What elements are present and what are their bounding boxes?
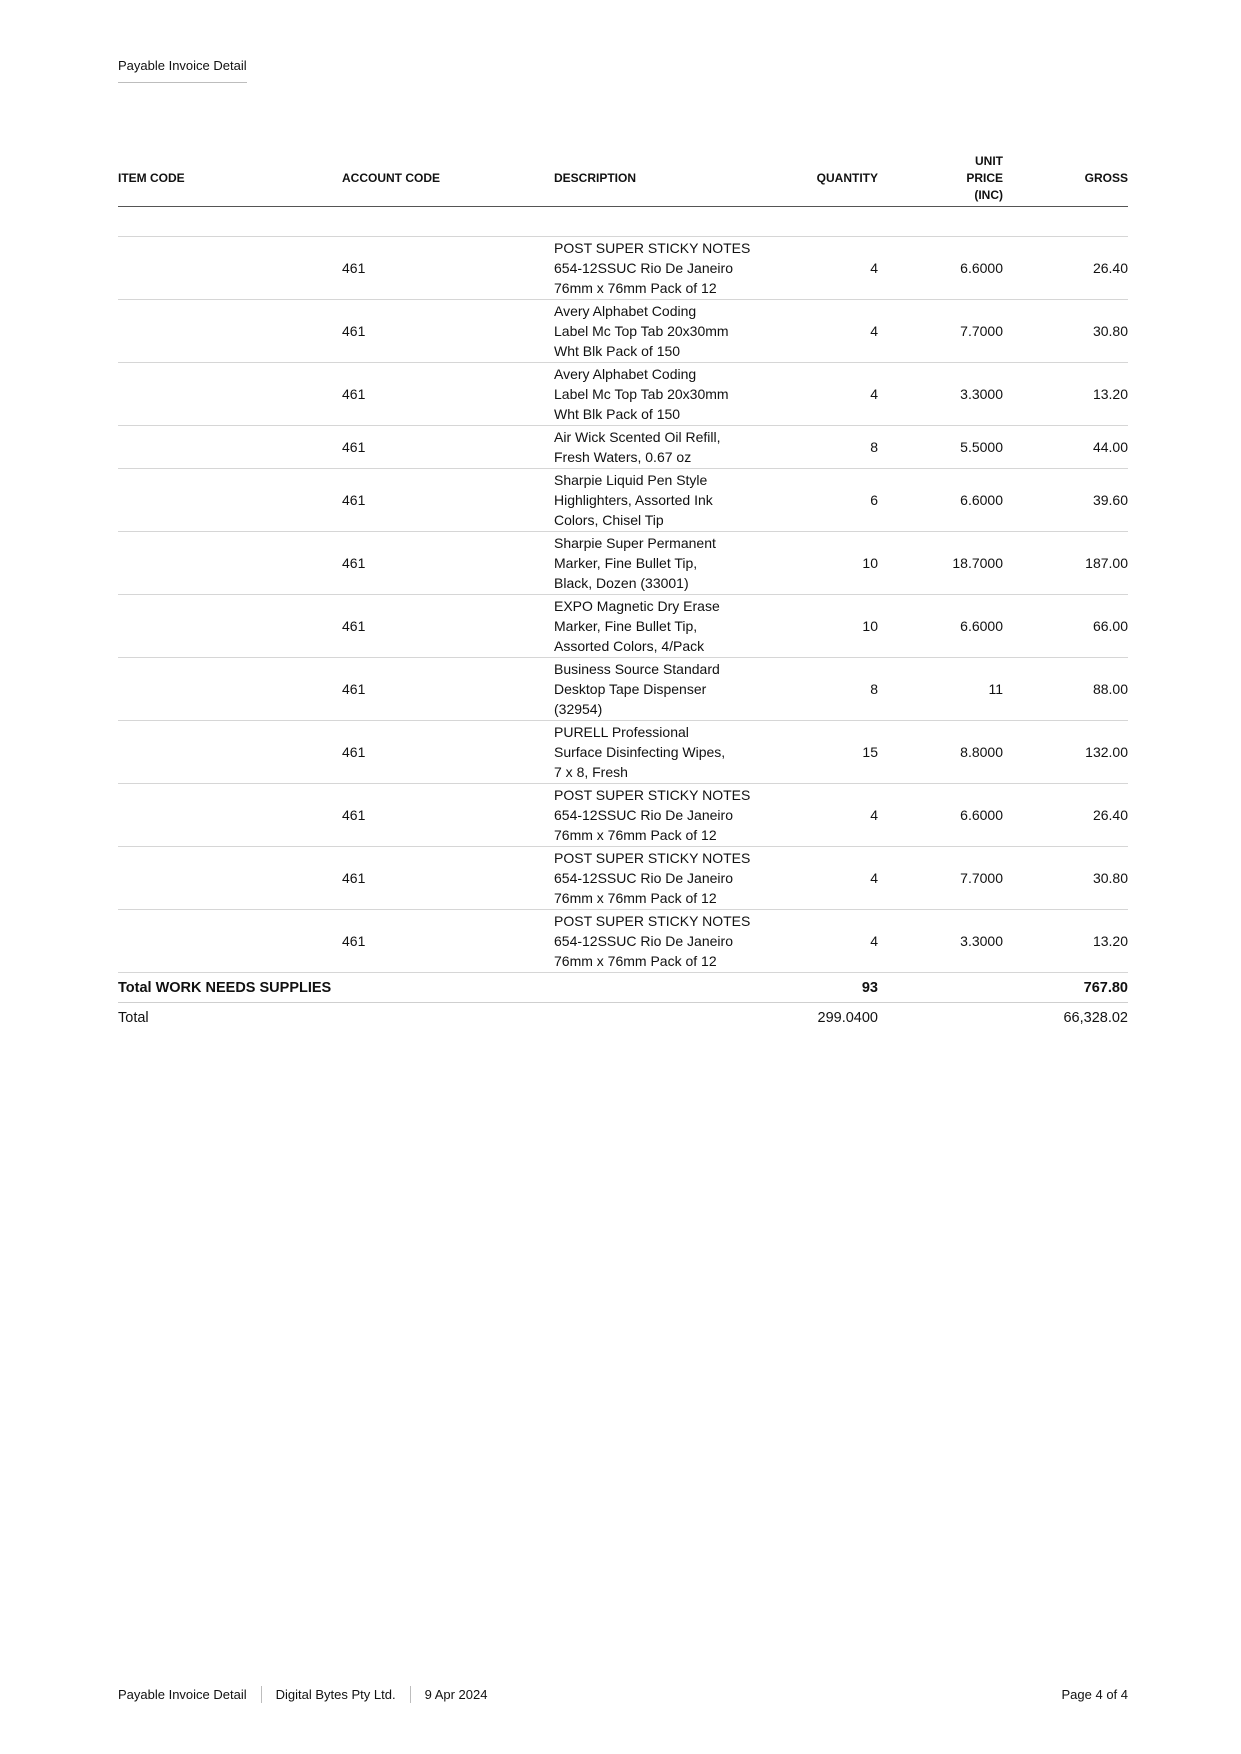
cell-account-code: 461 xyxy=(342,532,554,595)
cell-item-code xyxy=(118,784,342,847)
table-row xyxy=(118,237,1128,300)
description-line: 654-12SSUC Rio De Janeiro xyxy=(554,933,733,949)
table-row xyxy=(118,363,1128,426)
description-line: Surface Disinfecting Wipes, xyxy=(554,744,726,760)
description-line: 654-12SSUC Rio De Janeiro xyxy=(554,870,733,886)
cell-item-code xyxy=(118,910,342,973)
cell-item-code xyxy=(118,426,342,469)
cell-gross: 88.00 xyxy=(1003,658,1128,721)
cell-quantity: 4 xyxy=(764,300,878,363)
page-title: Payable Invoice Detail xyxy=(118,58,247,83)
table-row xyxy=(118,426,1128,469)
footer-page-number: Page 4 of 4 xyxy=(1061,1687,1128,1702)
description-line: Avery Alphabet Coding xyxy=(554,303,697,319)
cell-description xyxy=(554,847,764,910)
description-line: Black, Dozen (33001) xyxy=(554,575,689,591)
cell-gross: 66.00 xyxy=(1003,595,1128,658)
cell-account-code: 461 xyxy=(342,658,554,721)
description-line: Desktop Tape Dispenser xyxy=(554,681,707,697)
cell-description xyxy=(554,532,764,595)
cell-quantity: 4 xyxy=(764,363,878,426)
description-line: Assorted Colors, 4/Pack xyxy=(554,638,705,654)
total-quantity: 299.0400 xyxy=(817,1009,878,1026)
description-line: 654-12SSUC Rio De Janeiro xyxy=(554,260,733,276)
cell-account-code: 461 xyxy=(342,426,554,469)
cell-unit-price: 3.3000 xyxy=(878,363,1003,426)
description-line: POST SUPER STICKY NOTES xyxy=(554,913,751,929)
cell-item-code xyxy=(118,532,342,595)
cell-unit-price: 6.6000 xyxy=(878,784,1003,847)
description-line: PURELL Professional xyxy=(554,724,689,740)
cell-description xyxy=(554,300,764,363)
header-description: DESCRIPTION xyxy=(554,150,764,207)
cell-unit-price: 8.8000 xyxy=(878,721,1003,784)
subtotal-quantity: 93 xyxy=(764,973,878,1003)
cell-unit-price: 7.7000 xyxy=(878,300,1003,363)
cell-gross: 13.20 xyxy=(1003,363,1128,426)
cell-quantity: 6 xyxy=(764,469,878,532)
cell-account-code: 461 xyxy=(342,847,554,910)
cell-gross: 26.40 xyxy=(1003,237,1128,300)
cell-unit-price: 3.3000 xyxy=(878,910,1003,973)
cell-quantity: 8 xyxy=(764,658,878,721)
cell-gross: 26.40 xyxy=(1003,784,1128,847)
cell-item-code xyxy=(118,237,342,300)
table-row xyxy=(118,784,1128,847)
footer-divider xyxy=(261,1686,262,1703)
invoice-table xyxy=(118,150,1128,1032)
description-line: Business Source Standard xyxy=(554,661,720,677)
description-line: Highlighters, Assorted Ink xyxy=(554,492,713,508)
total-row xyxy=(118,1003,1128,1033)
header-unit-price-line-1: UNIT xyxy=(975,153,1003,168)
page-footer xyxy=(118,1686,1128,1703)
cell-item-code xyxy=(118,469,342,532)
cell-description xyxy=(554,237,764,300)
description-line: Sharpie Liquid Pen Style xyxy=(554,472,708,488)
header-unit-price-line-3: (INC) xyxy=(974,187,1003,202)
cell-account-code: 461 xyxy=(342,469,554,532)
cell-unit-price: 18.7000 xyxy=(878,532,1003,595)
description-line: Avery Alphabet Coding xyxy=(554,366,697,382)
cell-gross: 30.80 xyxy=(1003,847,1128,910)
description-line: POST SUPER STICKY NOTES xyxy=(554,240,751,256)
header-account-code: ACCOUNT CODE xyxy=(342,150,554,207)
cell-quantity: 4 xyxy=(764,847,878,910)
cell-account-code: 461 xyxy=(342,910,554,973)
header-unit-price xyxy=(878,150,1003,207)
table-header-row xyxy=(118,150,1128,207)
header-unit-price-line-2: PRICE xyxy=(966,170,1003,185)
description-line: POST SUPER STICKY NOTES xyxy=(554,850,751,866)
description-line: 76mm x 76mm Pack of 12 xyxy=(554,890,717,906)
cell-unit-price: 6.6000 xyxy=(878,237,1003,300)
description-line: Colors, Chisel Tip xyxy=(554,512,664,528)
description-line: POST SUPER STICKY NOTES xyxy=(554,787,751,803)
header-gross: GROSS xyxy=(1003,150,1128,207)
cell-gross: 30.80 xyxy=(1003,300,1128,363)
cell-unit-price: 11 xyxy=(878,658,1003,721)
cell-gross: 44.00 xyxy=(1003,426,1128,469)
table-row xyxy=(118,721,1128,784)
cell-unit-price: 5.5000 xyxy=(878,426,1003,469)
total-label: Total xyxy=(118,1009,149,1026)
cell-item-code xyxy=(118,595,342,658)
total-gross: 66,328.02 xyxy=(1063,1009,1128,1026)
cell-description xyxy=(554,469,764,532)
cell-quantity: 15 xyxy=(764,721,878,784)
cell-quantity: 4 xyxy=(764,237,878,300)
description-line: Marker, Fine Bullet Tip, xyxy=(554,618,698,634)
table-row xyxy=(118,658,1128,721)
description-line: Air Wick Scented Oil Refill, xyxy=(554,429,721,445)
subtotal-row xyxy=(118,973,1128,1003)
cell-quantity: 10 xyxy=(764,595,878,658)
cell-item-code xyxy=(118,847,342,910)
cell-account-code: 461 xyxy=(342,363,554,426)
cell-gross: 13.20 xyxy=(1003,910,1128,973)
table-row xyxy=(118,469,1128,532)
description-line: 76mm x 76mm Pack of 12 xyxy=(554,280,717,296)
cell-item-code xyxy=(118,721,342,784)
cell-unit-price: 7.7000 xyxy=(878,847,1003,910)
footer-divider xyxy=(410,1686,411,1703)
table-row xyxy=(118,300,1128,363)
cell-quantity: 10 xyxy=(764,532,878,595)
subtotal-gross: 767.80 xyxy=(1003,973,1128,1003)
description-line: 76mm x 76mm Pack of 12 xyxy=(554,827,717,843)
cell-quantity: 4 xyxy=(764,784,878,847)
cell-gross: 39.60 xyxy=(1003,469,1128,532)
header-quantity: QUANTITY xyxy=(764,150,878,207)
cell-item-code xyxy=(118,300,342,363)
description-line: Sharpie Super Permanent xyxy=(554,535,716,551)
cell-item-code xyxy=(118,363,342,426)
table-row xyxy=(118,532,1128,595)
description-line: Marker, Fine Bullet Tip, xyxy=(554,555,698,571)
cell-unit-price: 6.6000 xyxy=(878,469,1003,532)
cell-account-code: 461 xyxy=(342,784,554,847)
description-line: 7 x 8, Fresh xyxy=(554,764,628,780)
cell-quantity: 8 xyxy=(764,426,878,469)
cell-account-code: 461 xyxy=(342,721,554,784)
description-line: EXPO Magnetic Dry Erase xyxy=(554,598,720,614)
cell-account-code: 461 xyxy=(342,237,554,300)
cell-description xyxy=(554,595,764,658)
cell-description xyxy=(554,426,764,469)
cell-unit-price: 6.6000 xyxy=(878,595,1003,658)
description-line: 76mm x 76mm Pack of 12 xyxy=(554,953,717,969)
cell-gross: 187.00 xyxy=(1003,532,1128,595)
cell-description xyxy=(554,721,764,784)
footer-title: Payable Invoice Detail xyxy=(118,1687,247,1702)
subtotal-label: Total WORK NEEDS SUPPLIES xyxy=(118,973,764,1003)
table-row xyxy=(118,595,1128,658)
description-line: Wht Blk Pack of 150 xyxy=(554,343,681,359)
footer-company: Digital Bytes Pty Ltd. xyxy=(275,1687,396,1702)
table-row xyxy=(118,910,1128,973)
spacer-row xyxy=(118,207,1128,237)
cell-account-code: 461 xyxy=(342,300,554,363)
description-line: Label Mc Top Tab 20x30mm xyxy=(554,323,729,339)
cell-gross: 132.00 xyxy=(1003,721,1128,784)
description-line: Fresh Waters, 0.67 oz xyxy=(554,449,692,465)
cell-description xyxy=(554,784,764,847)
cell-item-code xyxy=(118,658,342,721)
description-line: Label Mc Top Tab 20x30mm xyxy=(554,386,729,402)
cell-description xyxy=(554,910,764,973)
cell-description xyxy=(554,363,764,426)
description-line: Wht Blk Pack of 150 xyxy=(554,406,681,422)
cell-account-code: 461 xyxy=(342,595,554,658)
description-line: 654-12SSUC Rio De Janeiro xyxy=(554,807,733,823)
header-item-code: ITEM CODE xyxy=(118,150,342,207)
description-line: (32954) xyxy=(554,701,603,717)
footer-date: 9 Apr 2024 xyxy=(424,1687,488,1702)
cell-description xyxy=(554,658,764,721)
cell-quantity: 4 xyxy=(764,910,878,973)
table-row xyxy=(118,847,1128,910)
